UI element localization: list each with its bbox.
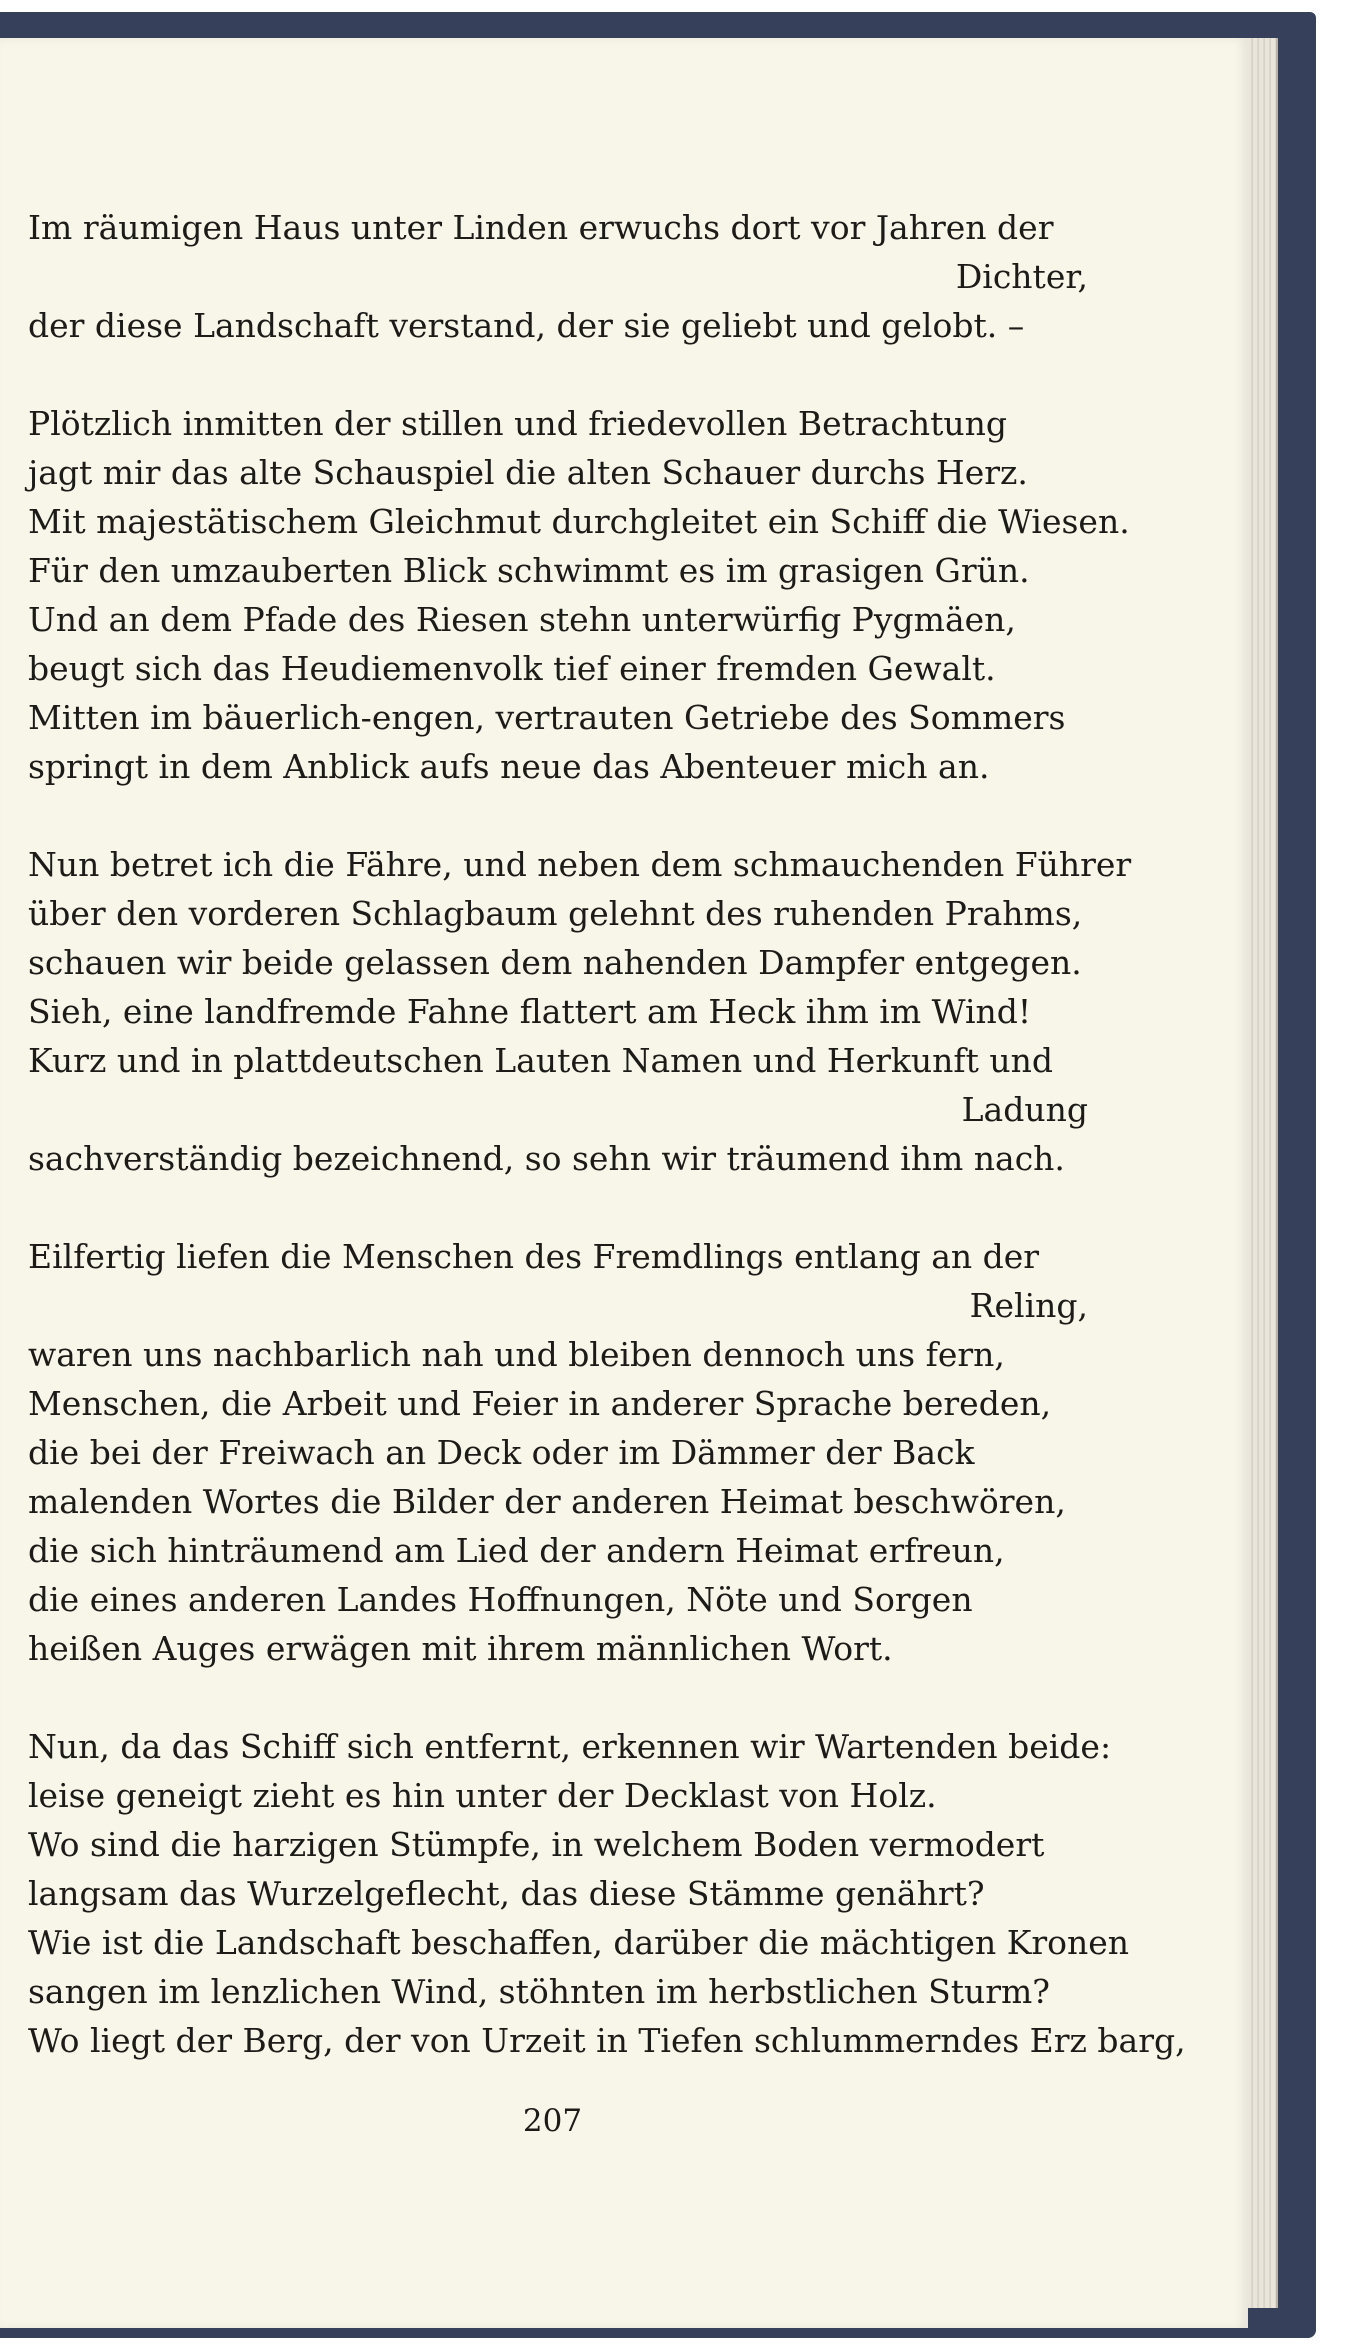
verse-line: Reling, [969,1286,1088,1325]
verse-line: Wo liegt der Berg, der von Urzeit in Tiefen schlummerndes Erz barg, [28,2021,1186,2060]
verse-line: Plötzlich inmitten der stillen und friedevollen Betrachtung [28,404,1007,443]
verse-line: waren uns nachbarlich nah und bleiben dennoch uns fern, [28,1335,1005,1374]
stanza [28,1232,1133,1673]
poem-text [28,203,1186,2065]
verse-line: die sich hinträumend am Lied der andern Heimat erfreun, [28,1531,1005,1570]
verse-line: Dichter, [955,257,1088,296]
stanza [28,203,1133,350]
verse-line: Mit majestätischem Gleichmut durchgleitet ein Schiff die Wiesen. [28,502,1130,541]
verse-line: Kurz und in plattdeutschen Lauten Namen und Herkunft und [28,1041,1054,1080]
page-number: 207 [522,2103,583,2139]
verse-line: heißen Auges erwägen mit ihrem männlichen Wort. [28,1629,893,1668]
verse-line: die eines anderen Landes Hoffnungen, Nöte und Sorgen [28,1580,973,1619]
verse-line: Sieh, eine landfremde Fahne flattert am Heck ihm im Wind! [28,992,1032,1031]
verse-line: Im räumigen Haus unter Linden erwuchs dort vor Jahren der [28,208,1054,247]
verse-line: der diese Landschaft verstand, der sie geliebt und gelobt. – [28,306,1025,345]
stanza [28,1722,1186,2065]
verse-line: Mitten im bäuerlich-engen, vertrauten Getriebe des Sommers [28,698,1066,737]
verse-line: sangen im lenzlichen Wind, stöhnten im herbstlichen Sturm? [28,1972,1051,2011]
verse-line: Und an dem Pfade des Riesen stehn unterwürfig Pygmäen, [28,600,1016,639]
book-page [0,38,1248,2328]
verse-line: jagt mir das alte Schauspiel die alten Schauer durchs Herz. [28,453,1028,492]
verse-line: malenden Wortes die Bilder der anderen Heimat beschwören, [28,1482,1066,1521]
verse-line: Menschen, die Arbeit und Feier in anderer Sprache bereden, [28,1384,1052,1423]
verse-line: Wo sind die harzigen Stümpfe, in welchem Boden vermodert [28,1825,1045,1864]
stanza [28,840,1133,1183]
verse-line: Wie ist die Landschaft beschaffen, darüber die mächtigen Kronen [28,1923,1130,1962]
verse-line: Ladung [961,1090,1088,1129]
verse-line: leise geneigt zieht es hin unter der Decklast von Holz. [28,1776,937,1815]
stanza [28,399,1133,791]
verse-line: schauen wir beide gelassen dem nahenden Dampfer entgegen. [28,943,1082,982]
verse-line: sachverständig bezeichnend, so sehn wir träumend ihm nach. [28,1139,1065,1178]
verse-line: Für den umzauberten Blick schwimmt es im grasigen Grün. [28,551,1030,590]
verse-line: Nun betret ich die Fähre, und neben dem schmauchenden Führer [28,845,1132,884]
verse-line: die bei der Freiwach an Deck oder im Dämmer der Back [28,1433,975,1472]
verse-line: Eilfertig liefen die Menschen des Fremdlings entlang an der [28,1237,1040,1276]
verse-line: über den vorderen Schlagbaum gelehnt des ruhenden Prahms, [28,894,1083,933]
verse-line: springt in dem Anblick aufs neue das Abenteuer mich an. [28,747,990,786]
verse-line: Nun, da das Schiff sich entfernt, erkennen wir Wartenden beide: [28,1727,1112,1766]
verse-line: beugt sich das Heudiemenvolk tief einer fremden Gewalt. [28,649,996,688]
verse-line: langsam das Wurzelgeflecht, das diese Stämme genährt? [28,1874,985,1913]
